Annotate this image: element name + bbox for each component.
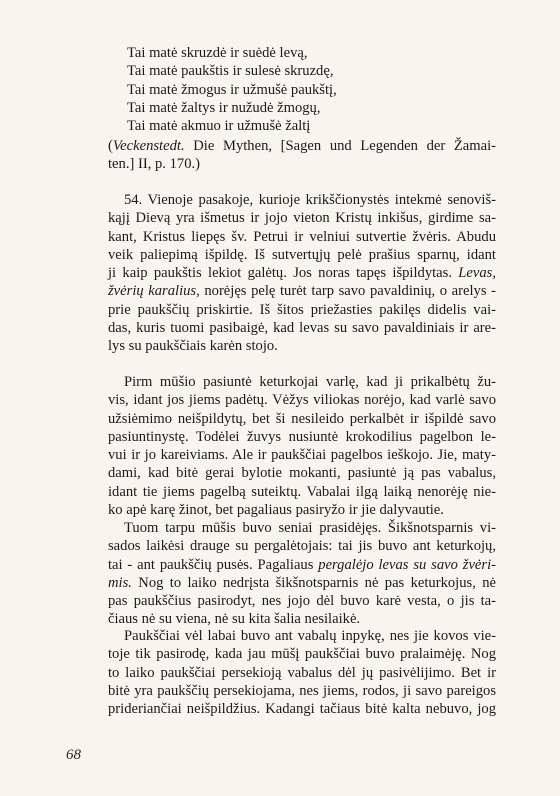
text-line: kant, Kristus liepęs šv. Petrui ir velniui sutvertie žvėris. Abudu: [108, 228, 496, 245]
text-line: Paukščiai vėl labai buvo ant vabalų inpykę, nes jie kovos vie-: [124, 628, 496, 644]
text-line: čiaus nė su viena, nė su kita šalia nesilaikė.: [108, 611, 361, 628]
text-line: Tuom tarpu mūšis buvo seniai prasidėjęs. Šikšnotsparnis vi-: [124, 520, 496, 536]
text-line: tai - ant paukščių pusės. Pagaliaus pergalėjo levas su savo žvėri-: [108, 556, 496, 573]
text-line: žvėrių karalius, norėjęs pelę turėt tarp savo pavaldinių, o arelys -: [108, 283, 496, 300]
paragraph: [108, 627, 496, 718]
text-line: toje tik pasirodę, kada jau mūšį paukščiai buvo pralaimėję. Nog: [108, 646, 496, 663]
text-line: ji kaip paukštis lekiot galėtų. Jos noras tapęs išpildytas. Levas,: [108, 265, 496, 282]
paragraph: [108, 373, 496, 519]
text-line: prideriančiai neišpildžius. Kadangi tačiaus bitė kalta nebuvo, jog: [108, 701, 496, 718]
text-line: vui ir jo kareiviams. Ale ir paukščiai pagelbos ieškojo. Jie, maty-: [108, 447, 496, 464]
text-line: bitė yra paukščių persekiojama, nes jiems, rodos, ji savo pareigos: [108, 682, 496, 699]
verse-line: Tai matė skruzdė ir suėdė levą,: [127, 45, 308, 61]
text-line: ko apė karę žinot, bet pagaliaus pasiryžo ir jie dalyvautie.: [108, 502, 444, 519]
text-line: prie paukščių priskirtie. Iš šitos priežasties pakilęs didelis vai-: [108, 301, 496, 318]
text-line: to laiko paukščiai persekioją vabalus dėl jų pasivėlijimo. Bet ir: [108, 664, 496, 681]
text-line: veik paliepimą išpildę. Iš sutvertųjų pelė prašius sparnų, idant: [108, 246, 496, 263]
paragraph: [108, 519, 496, 629]
text-line: lys su paukščiais karėn stojo.: [108, 338, 278, 355]
text-line: dami, kad bitė gerai bylotie mokanti, pasiuntė ją pas vabalus,: [108, 465, 496, 482]
verse-line: Tai matė paukštis ir sulesė skruzdę,: [127, 63, 334, 80]
verse-line: Tai matė žaltys ir nužudė žmogų,: [127, 99, 321, 116]
verse-block: [127, 44, 487, 135]
text-line: idant tie jiems pagelbą suteiktų. Vabalai ilgą laiką nenorėję nie-: [108, 483, 496, 500]
page-number: 68: [66, 747, 81, 763]
text-line: pasiuntinystę. Todėlei žuvys nusiuntė krokodilius pagelbon le-: [108, 428, 496, 445]
verse-line: Tai matė akmuo ir užmušė žaltį: [127, 118, 311, 135]
text-line: pas paukščius pasirodyt, nes jojo dėl buvo karė vesta, o jis ta-: [108, 593, 496, 610]
paragraph-54: [108, 191, 496, 356]
source-reference: [108, 137, 496, 174]
text-line: kąjį Dievą yra išmetus ir jojo vieton Kristų inkišus, girdime sa-: [108, 210, 496, 227]
text-line: ten.] II, p. 170.): [108, 156, 200, 173]
text-line: vis, idant jos jiems padėtų. Vėžys viliokas norėjo, kad varlė savo: [108, 392, 496, 409]
text-line: užsiėmimo neišpildytų, bet ši nesileido perkalbėt ir išpildė savo: [108, 410, 496, 427]
text-line: das, kuris tuomi pasibaigė, kad levas su savo pavaldiniais ir are-: [108, 320, 496, 337]
text-line: mis. Nog to laiko nedrįsta šikšnotsparnis nė pas keturkojus, nė: [108, 574, 496, 591]
text-line: (Veckenstedt. Die Mythen, [Sagen und Legenden der Žamai-: [108, 138, 496, 154]
verse-line: Tai matė žmogus ir užmušė paukštį,: [127, 81, 337, 98]
text-line: Pirm mūšio pasiuntė keturkojai varlę, kad ji prikalbėtų žu-: [124, 374, 496, 390]
text-line: sados laikėsi drauge su pergalėtojais: tai jis buvo ant keturkojų,: [108, 538, 496, 555]
text-line: 54. Vienoje pasakoje, kurioje krikščionystės intekmė senoviš-: [124, 192, 496, 208]
